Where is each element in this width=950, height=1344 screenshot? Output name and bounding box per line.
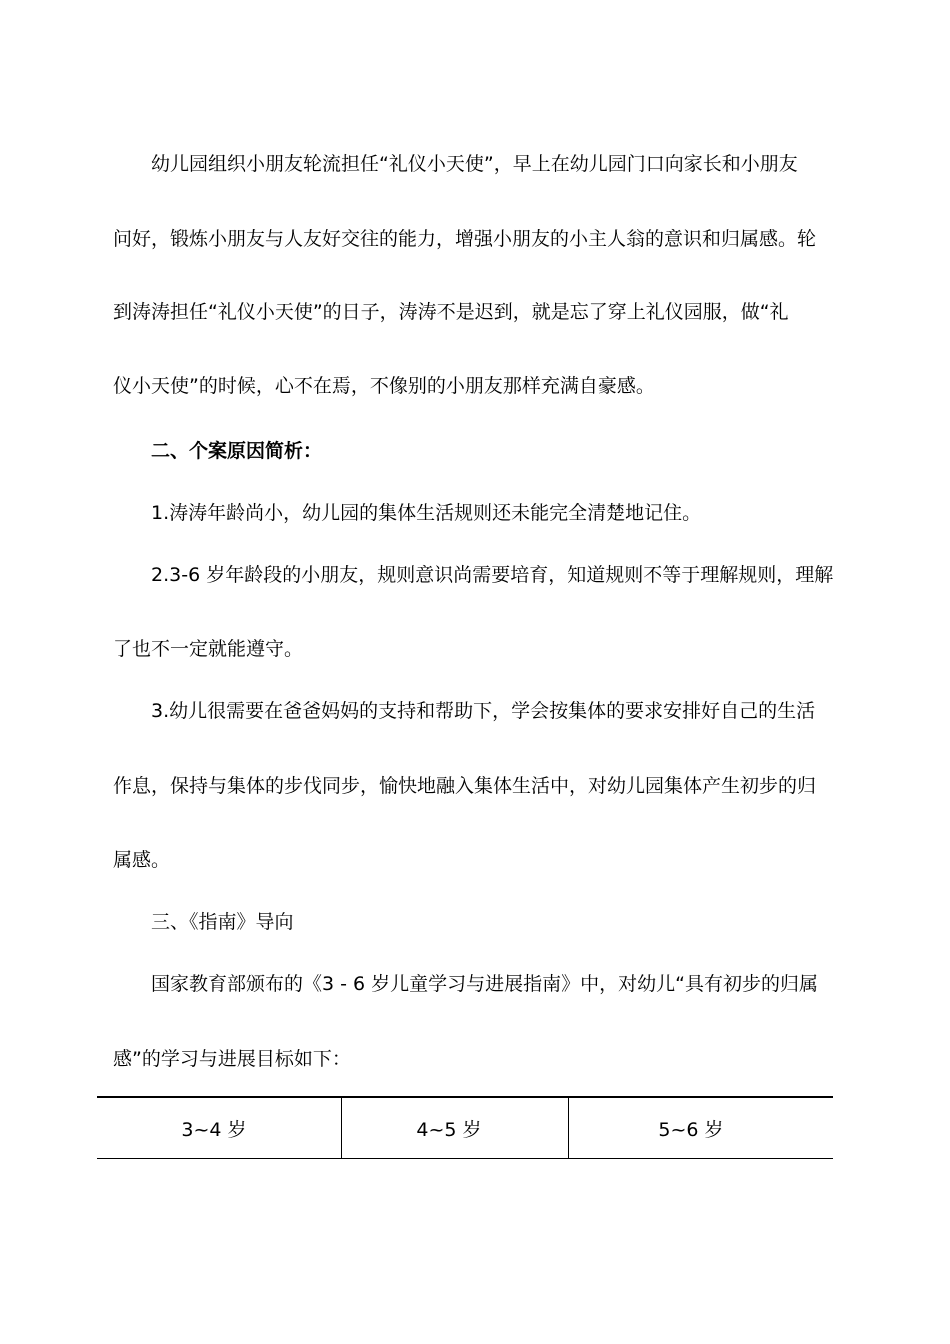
reason-item-2-line-1: 2.3-6 岁年龄段的小朋友，规则意识尚需要培育，知道规则不等于理解规则，理解 <box>151 564 834 586</box>
section-3-heading: 三、《指南》导向 <box>151 911 294 933</box>
reason-item-3-line-3: 属感。 <box>113 849 171 871</box>
reason-item-3-line-2: 作息，保持与集体的步伐同步，愉快地融入集体生活中，对幼儿园集体产生初步的归 <box>113 775 817 797</box>
reason-item-3-line-1: 3.幼儿很需要在爸爸妈妈的支持和帮助下，学会按集体的要求安排好自己的生活 <box>151 700 816 722</box>
table-header-age-5-6: 5~6 岁 <box>658 1118 724 1141</box>
section-3-intro-line-1: 国家教育部颁布的《3 - 6 岁儿童学习与进展指南》中，对幼儿“具有初步的归属 <box>151 973 818 995</box>
paragraph-1-line-4: 仪小天使”的时候，心不在焉，不像别的小朋友那样充满自豪感。 <box>113 375 655 397</box>
reason-item-1: 1.涛涛年龄尚小，幼儿园的集体生活规则还未能完全清楚地记住。 <box>151 502 702 524</box>
goals-table <box>97 1096 833 1159</box>
section-2-heading: 二、个案原因简析： <box>151 440 323 462</box>
table-header-age-3-4: 3~4 岁 <box>97 1098 342 1158</box>
section-3-intro-line-2: 感”的学习与进展目标如下： <box>113 1048 351 1070</box>
paragraph-1-line-2: 问好，锻炼小朋友与人友好交往的能力，增强小朋友的小主人翁的意识和归属感。轮 <box>113 228 817 250</box>
paragraph-1-line-3: 到涛涛担任“礼仪小天使”的日子，涛涛不是迟到，就是忘了穿上礼仪园服，做“礼 <box>113 301 789 323</box>
table-header-age-4-5: 4~5 岁 <box>342 1098 569 1158</box>
reason-item-2-line-2: 了也不一定就能遵守。 <box>113 638 304 660</box>
paragraph-1-line-1: 幼儿园组织小朋友轮流担任“礼仪小天使”，早上在幼儿园门口向家长和小朋友 <box>151 153 798 175</box>
